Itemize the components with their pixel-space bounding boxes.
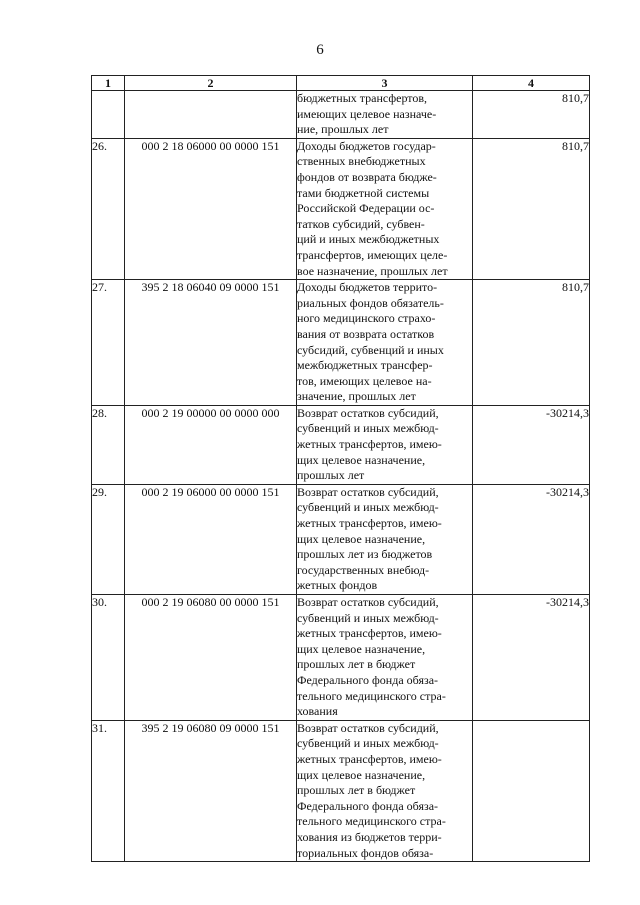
description-line: Федерального фонда обяза- bbox=[297, 798, 439, 813]
budget-table bbox=[91, 75, 590, 862]
description-line: риальных фондов обязатель- bbox=[297, 295, 444, 310]
description-line: субсидий, субвенций и иных bbox=[297, 342, 444, 357]
budget-code: 395 2 18 06040 09 0000 151 bbox=[125, 280, 297, 406]
budget-code: 000 2 19 06080 00 0000 151 bbox=[125, 595, 297, 721]
description-line: Российской Федерации ос- bbox=[297, 201, 435, 216]
column-header: 4 bbox=[473, 76, 590, 91]
budget-code: 000 2 19 00000 00 0000 000 bbox=[125, 405, 297, 484]
description-line: вое назначение, прошлых лет bbox=[297, 263, 448, 278]
description-line: жетных трансфертов, имею- bbox=[297, 626, 442, 641]
description-line: ториальных фондов обяза- bbox=[297, 845, 434, 860]
column-header: 1 bbox=[92, 76, 125, 91]
column-header: 2 bbox=[125, 76, 297, 91]
budget-code bbox=[125, 91, 297, 139]
table-row bbox=[92, 484, 590, 594]
description-line: Федерального фонда обяза- bbox=[297, 672, 439, 687]
description-line: межбюджетных трансфер- bbox=[297, 358, 433, 373]
row-number: 28. bbox=[92, 405, 125, 484]
amount bbox=[473, 720, 590, 861]
description-line: тов, имеющих целевое на- bbox=[297, 373, 432, 388]
row-number: 29. bbox=[92, 484, 125, 594]
table-row bbox=[92, 405, 590, 484]
row-number: 27. bbox=[92, 280, 125, 406]
description-cell bbox=[297, 138, 473, 279]
description-line: субвенций и иных межбюд- bbox=[297, 736, 439, 751]
description-line: жетных трансфертов, имею- bbox=[297, 751, 442, 766]
amount: -30214,3 bbox=[473, 595, 590, 721]
description-line: субвенций и иных межбюд- bbox=[297, 610, 439, 625]
description-line: Возврат остатков субсидий, bbox=[297, 720, 439, 735]
description-line: Возврат остатков субсидий, bbox=[297, 484, 439, 499]
table-row bbox=[92, 595, 590, 721]
amount: 810,7 bbox=[473, 280, 590, 406]
table-row bbox=[92, 91, 590, 139]
description-cell bbox=[297, 91, 473, 139]
page-number: 6 bbox=[316, 42, 324, 58]
description-line: фондов от возврата бюдже- bbox=[297, 169, 437, 184]
description-line: прошлых лет в бюджет bbox=[297, 783, 416, 798]
description-cell bbox=[297, 405, 473, 484]
amount: 810,7 bbox=[473, 91, 590, 139]
description-line: Доходы бюджетов государ- bbox=[297, 138, 436, 153]
description-line: трансфертов, имеющих целе- bbox=[297, 247, 448, 262]
description-line: имеющих целевое назначе- bbox=[297, 106, 437, 121]
table-row bbox=[92, 720, 590, 861]
description-line: ного медицинского страхо- bbox=[297, 311, 436, 326]
description-line: щих целевое назначение, bbox=[297, 641, 426, 656]
row-number: 26. bbox=[92, 138, 125, 279]
description-line: государственных внебюд- bbox=[297, 562, 430, 577]
description-line: прошлых лет bbox=[297, 468, 365, 483]
description-line: бюджетных трансфертов, bbox=[297, 91, 428, 105]
description-line: ственных внебюджетных bbox=[297, 154, 426, 169]
budget-code: 395 2 19 06080 09 0000 151 bbox=[125, 720, 297, 861]
row-number: 31. bbox=[92, 720, 125, 861]
description-line: субвенций и иных межбюд- bbox=[297, 421, 439, 436]
budget-code: 000 2 18 06000 00 0000 151 bbox=[125, 138, 297, 279]
description-line: значение, прошлых лет bbox=[297, 389, 416, 404]
table-header-row bbox=[92, 76, 590, 91]
description-line: Возврат остатков субсидий, bbox=[297, 405, 439, 420]
description-line: хования bbox=[297, 704, 338, 719]
row-number bbox=[92, 91, 125, 139]
budget-code: 000 2 19 06000 00 0000 151 bbox=[125, 484, 297, 594]
description-cell bbox=[297, 280, 473, 406]
amount: -30214,3 bbox=[473, 405, 590, 484]
description-line: татков субсидий, субвен- bbox=[297, 216, 425, 231]
description-line: прошлых лет в бюджет bbox=[297, 657, 416, 672]
description-line: тельного медицинского стра- bbox=[297, 814, 446, 829]
amount: -30214,3 bbox=[473, 484, 590, 594]
description-line: щих целевое назначение, bbox=[297, 452, 426, 467]
description-line: хования из бюджетов терри- bbox=[297, 829, 442, 844]
description-line: жетных фондов bbox=[297, 578, 378, 593]
table-row bbox=[92, 138, 590, 279]
table-row bbox=[92, 280, 590, 406]
description-cell bbox=[297, 720, 473, 861]
description-line: тельного медицинского стра- bbox=[297, 688, 446, 703]
description-line: жетных трансфертов, имею- bbox=[297, 437, 442, 452]
description-line: Доходы бюджетов террито- bbox=[297, 280, 438, 295]
description-line: ций и иных межбюджетных bbox=[297, 232, 440, 247]
description-line: тами бюджетной системы bbox=[297, 185, 430, 200]
description-line: прошлых лет из бюджетов bbox=[297, 547, 433, 562]
description-line: щих целевое назначение, bbox=[297, 767, 426, 782]
description-line: ние, прошлых лет bbox=[297, 122, 389, 137]
row-number: 30. bbox=[92, 595, 125, 721]
description-line: щих целевое назначение, bbox=[297, 531, 426, 546]
amount: 810,7 bbox=[473, 138, 590, 279]
description-cell bbox=[297, 484, 473, 594]
table-body bbox=[92, 91, 590, 862]
description-cell bbox=[297, 595, 473, 721]
description-line: субвенций и иных межбюд- bbox=[297, 500, 439, 515]
description-line: Возврат остатков субсидий, bbox=[297, 595, 439, 609]
description-line: жетных трансфертов, имею- bbox=[297, 516, 442, 531]
description-line: вания от возврата остатков bbox=[297, 326, 435, 341]
column-header: 3 bbox=[297, 76, 473, 91]
